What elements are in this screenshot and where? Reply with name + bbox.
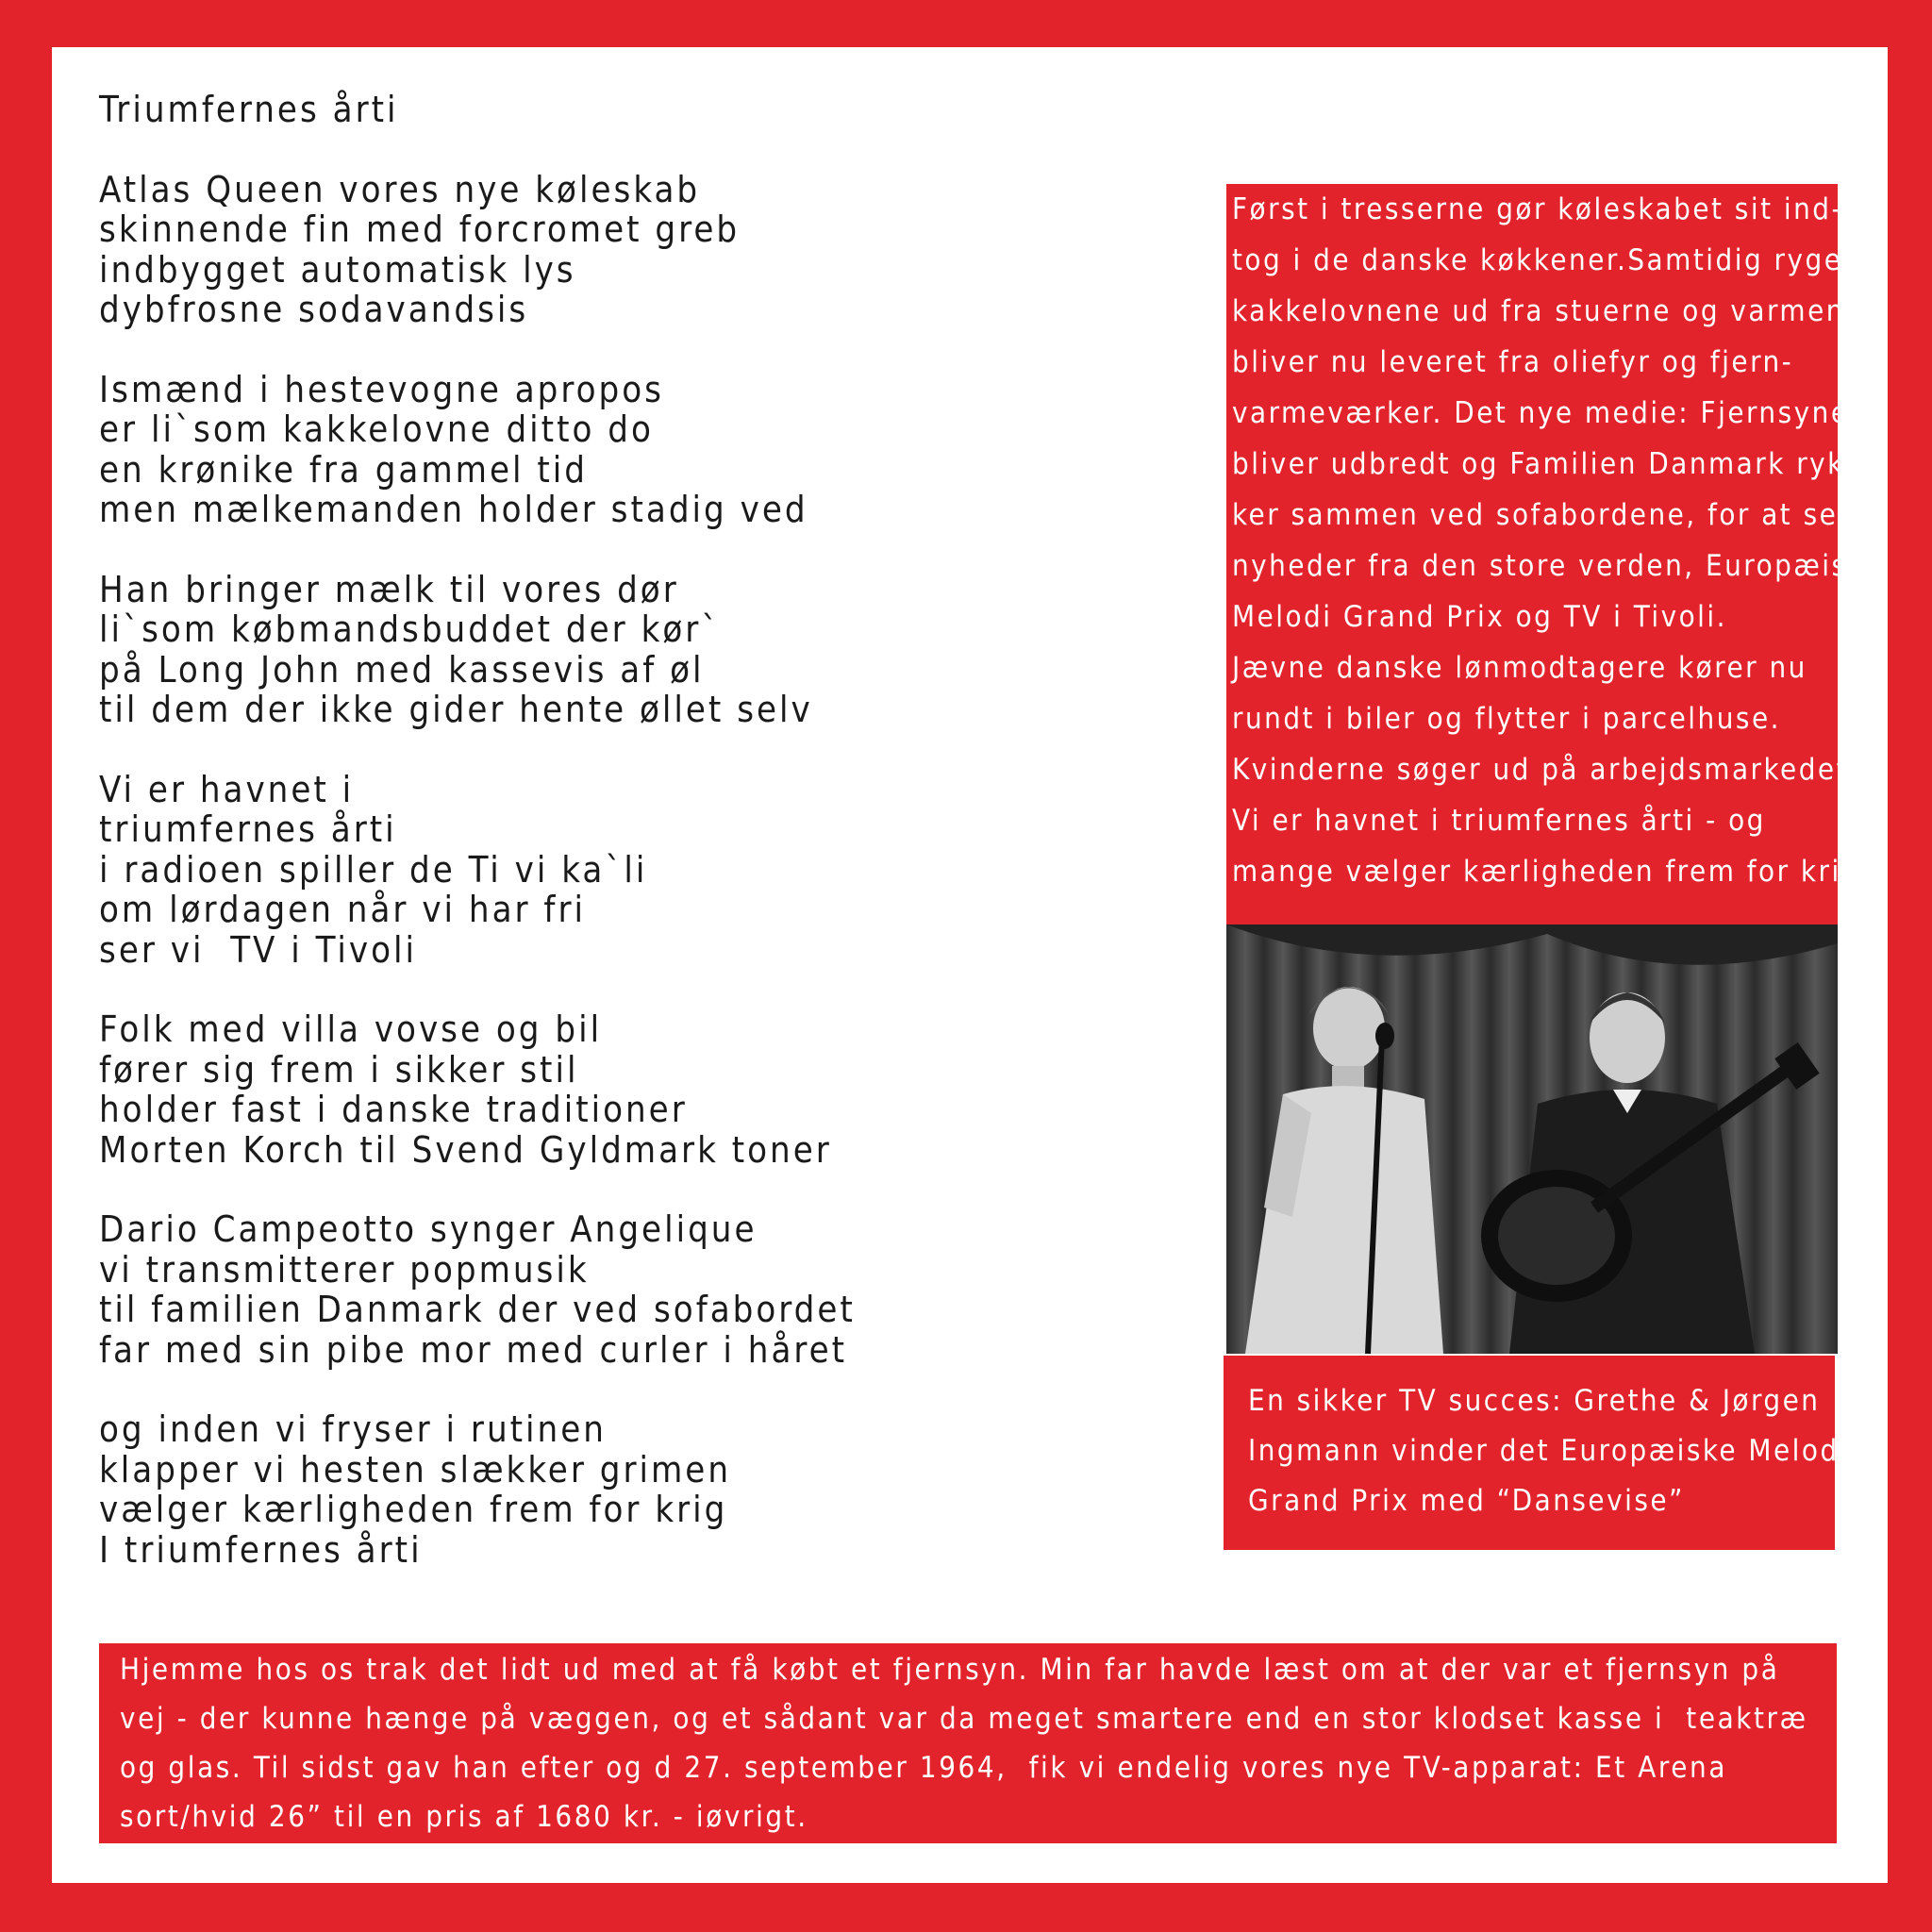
lyric-line: om lørdagen når vi har fri	[99, 889, 586, 930]
memoir-line: sort/hvid 26” til en pris af 1680 kr. - iøvrigt.	[120, 1800, 808, 1834]
lyric-line: indbygget automatisk lys	[99, 248, 576, 291]
stanza	[99, 570, 1184, 730]
lyric-line: Morten Korch til Svend Gyldmark toner	[99, 1128, 832, 1171]
stanza	[99, 370, 1184, 530]
memoir-line: og glas. Til sidst gav han efter og d 27. september 1964, fik vi endelig vores nye TV-apparat: Et Arena	[120, 1751, 1728, 1785]
lyric-line: vælger kærligheden frem for krig	[99, 1489, 728, 1530]
memoir-box	[99, 1643, 1837, 1843]
lyric-line: klapper vi hesten slækker grimen	[99, 1448, 732, 1491]
lyric-line: far med sin pibe mor med curler i håret	[99, 1328, 848, 1371]
lyric-line: li`som købmandsbuddet der kør`	[99, 608, 721, 650]
page	[52, 47, 1888, 1883]
lyric-line: Dario Campeotto synger Angelique	[99, 1208, 758, 1250]
info-line: Vi er havnet i triumfernes årti - og	[1232, 804, 1766, 838]
lyric-line: er li`som kakkelovne ditto do	[99, 408, 654, 450]
info-line: Jævne danske lønmodtagere kører nu	[1232, 651, 1807, 685]
info-line: rundt i biler og flytter i parcelhuse.	[1232, 702, 1781, 736]
info-line: mange vælger kærligheden frem for krig.	[1232, 855, 1872, 889]
lyric-line: dybfrosne sodavandsis	[99, 289, 529, 330]
lyric-line: på Long John med kassevis af øl	[99, 648, 705, 691]
stanza	[99, 1009, 1184, 1170]
caption-line: En sikker TV succes: Grethe & Jørgen	[1248, 1384, 1821, 1418]
lyric-line: og inden vi fryser i rutinen	[99, 1408, 607, 1450]
lyric-line: skinnende fin med forcromet greb	[99, 208, 741, 250]
info-line: kakkelovnene ud fra stuerne og varmen	[1232, 294, 1845, 328]
lyric-line: i radioen spiller de Ti vi ka`li	[99, 848, 648, 891]
info-line: nyheder fra den store verden, Europæisk	[1232, 549, 1866, 583]
stage-performance-photo	[1226, 924, 1838, 1354]
info-line: bliver nu leveret fra oliefyr og fjern-	[1232, 345, 1794, 379]
lyric-line: til dem der ikke gider hente øllet selv	[99, 689, 813, 730]
info-line: tog i de danske køkkener.Samtidig ryger	[1232, 243, 1857, 277]
lyric-line: fører sig frem i sikker stil	[99, 1048, 579, 1091]
lyric-line: Vi er havnet i	[99, 768, 355, 810]
lyric-line: Folk med villa vovse og bil	[99, 1008, 603, 1050]
lyric-line: Atlas Queen vores nye køleskab	[99, 168, 701, 210]
info-line: varmeværker. Det nye medie: Fjernsynet	[1232, 396, 1862, 430]
lyric-line: I triumfernes årti	[99, 1528, 423, 1571]
lyric-line: vi transmitterer popmusik	[99, 1248, 590, 1291]
memoir-line: Hjemme hos os trak det lidt ud med at få købt et fjernsyn. Min far havde læst om at der var et fjernsyn på	[120, 1653, 1780, 1687]
stanza	[99, 170, 1184, 330]
lyric-line: ser vi TV i Tivoli	[99, 928, 417, 971]
stanza	[99, 1409, 1184, 1570]
lyric-line: en krønike fra gammel tid	[99, 448, 588, 491]
photo-caption-box	[1224, 1356, 1849, 1550]
info-line: ker sammen ved sofabordene, for at se	[1232, 498, 1839, 532]
info-line: Kvinderne søger ud på arbejdsmarkedet.	[1232, 753, 1860, 787]
info-line: Melodi Grand Prix og TV i Tivoli.	[1232, 600, 1728, 634]
lyrics-column	[99, 90, 1184, 1570]
lyric-line: Han bringer mælk til vores dør	[99, 568, 679, 610]
lyrics-title: Triumfernes årti	[99, 89, 399, 130]
info-line: Først i tresserne gør køleskabet sit ind-	[1232, 192, 1844, 226]
lyric-line: holder fast i danske traditioner	[99, 1089, 688, 1130]
lyric-line: men mælkemanden holder stadig ved	[99, 489, 808, 530]
info-line: bliver udbredt og Familien Danmark ryk-	[1232, 447, 1857, 481]
stanza	[99, 1209, 1184, 1370]
memoir-line: vej - der kunne hænge på væggen, og et sådant var da meget smartere end en stor klodset kasse i teaktræ	[120, 1702, 1808, 1736]
caption-line: Grand Prix med “Dansevise”	[1248, 1484, 1685, 1518]
caption-line: Ingmann vinder det Europæiske Melodi	[1248, 1434, 1849, 1468]
stanza	[99, 770, 1184, 971]
lyric-line: triumfernes årti	[99, 808, 397, 850]
lyric-line: til familien Danmark der ved sofabordet	[99, 1289, 856, 1330]
lyric-line: Ismænd i hestevogne apropos	[99, 368, 664, 410]
history-info-box	[1226, 184, 1872, 939]
